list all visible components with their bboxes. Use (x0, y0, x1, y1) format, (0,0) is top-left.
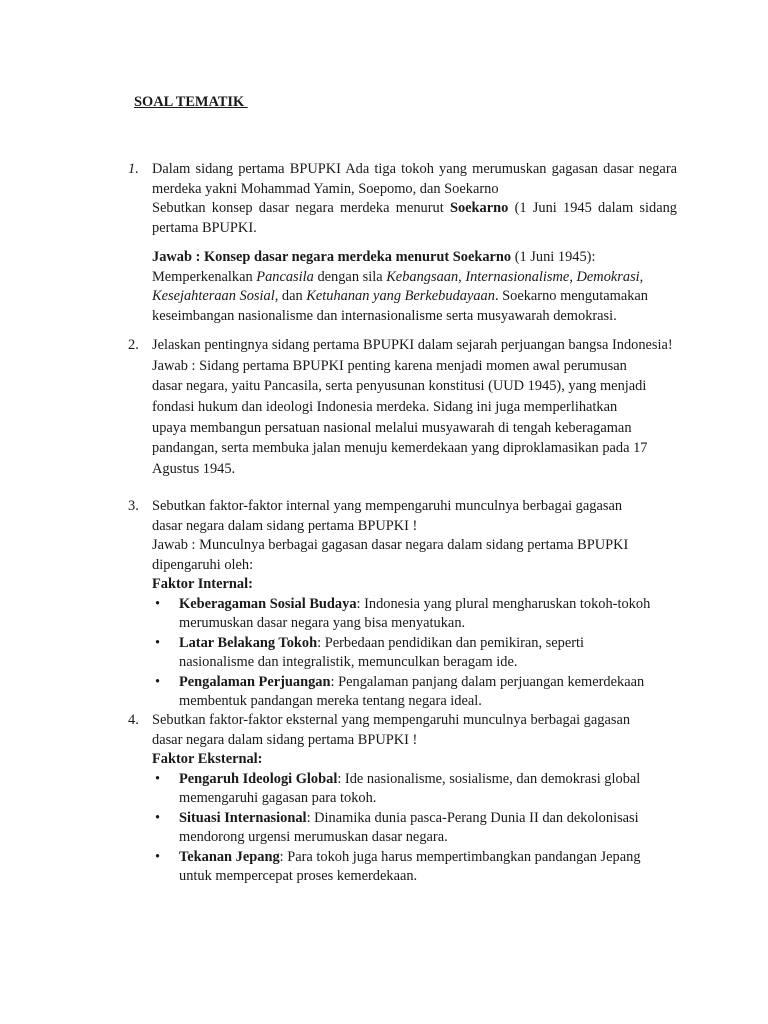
bullet-text: merumuskan dasar negara yang bisa menyatukan. (179, 615, 466, 631)
bullet-term: Latar Belakang Tokoh (179, 634, 318, 651)
question-line: Dalam sidang pertama BPUPKI Ada tiga tokoh yang merumuskan gagasan dasar negara merdeka yakni Mohammad Yamin, Soepomo, dan Soekarno (152, 161, 677, 197)
answer-text: . Soekarno mengutamakan keseimbangan nasionalisme dan internasionalisme serta musyawarah demokrasi. (152, 288, 648, 324)
bullet-term: Keberagaman Sosial Budaya (179, 595, 357, 612)
answer-text: , (639, 268, 644, 285)
bullet-icon: • (155, 634, 161, 651)
list-item (152, 595, 677, 634)
answer-italic: Internasionalisme (465, 268, 570, 285)
answer-line: Agustus 1945. (152, 461, 236, 478)
bullet-icon: • (155, 770, 161, 787)
answer-line: pandangan, serta membuka jalan menuju kemerdekaan yang diproklamasikan pada 17 (152, 440, 648, 457)
list-item (152, 673, 677, 712)
bullet-text: mendorong urgensi merumuskan dasar negara. (179, 829, 448, 845)
answer-line: fondasi hukum dan ideologi Indonesia merdeka. Sidang ini juga memperlihatkan (152, 398, 618, 415)
factor-heading (152, 575, 677, 595)
answer (152, 248, 677, 326)
answer-line: Jawab : Sidang pertama BPUPKI penting karena menjadi momen awal perumusan (152, 357, 627, 374)
bullet-text: nasionalisme dan integralistik, memunculkan beragam ide. (179, 654, 518, 670)
bullet-text: : Dinamika dunia pasca-Perang Dunia II dan dekolonisasi (306, 809, 639, 826)
factor-heading-text: Faktor Internal: (152, 576, 253, 592)
bullet-term: Pengaruh Ideologi Global (179, 770, 338, 787)
bullet-text: : Perbedaan pendidikan dan pemikiran, seperti (317, 634, 585, 651)
question-line: dasar negara dalam sidang pertama BPUPKI ! (152, 731, 418, 748)
answer-label: Jawab : Konsep dasar negara merdeka menurut Soekarno (152, 249, 512, 265)
answer-italic: Demokrasi (576, 268, 640, 285)
bullet-term: Situasi Internasional (179, 809, 307, 826)
answer-intro (152, 536, 677, 575)
question-4 (128, 711, 677, 887)
list-item (152, 848, 677, 887)
question-instruction (152, 199, 677, 238)
answer-text: Memperkenalkan (152, 268, 257, 285)
bullet-text: : Pengalaman panjang dalam perjuangan kemerdekaan (330, 673, 645, 690)
bullet-text: : Indonesia yang plural mengharuskan tokoh-tokoh (356, 595, 651, 612)
bullet-text: : Para tokoh juga harus mempertimbangkan pandangan Jepang (279, 848, 641, 865)
bullet-text: untuk mempercepat proses kemerdekaan. (179, 868, 418, 884)
question-body (152, 497, 677, 712)
question-text (152, 160, 677, 199)
instruction-text-end: (1 Juni 1945 dalam sidang pertama BPUPKI. (152, 200, 677, 236)
bullet-term: Pengalaman Perjuangan (179, 673, 331, 690)
question-number: 3. (128, 498, 139, 514)
question-2 (128, 336, 677, 480)
bullet-icon: • (155, 809, 161, 826)
bullet-icon: • (155, 595, 161, 612)
question-text (152, 711, 677, 750)
answer (152, 356, 677, 480)
bullet-list (152, 770, 677, 887)
bullet-icon: • (155, 673, 161, 690)
question-line: Sebutkan faktor-faktor internal yang mempengaruhi munculnya berbagai gagasan (152, 498, 623, 514)
answer-text: dengan sila (313, 268, 387, 285)
bullet-icon: • (155, 848, 161, 865)
answer-text: , (569, 268, 577, 285)
factor-heading (152, 750, 677, 770)
bullet-list (152, 595, 677, 712)
question-1 (128, 160, 677, 326)
bullet-text: membentuk pandangan mereka tentang negara ideal. (179, 693, 482, 709)
question-number: 1. (128, 161, 139, 177)
answer-italic: Pancasila (256, 268, 314, 285)
list-item (152, 634, 677, 673)
list-item (152, 809, 677, 848)
question-text: Jelaskan pentingnya sidang pertama BPUPKI dalam sejarah perjuangan bangsa Indonesia! (152, 337, 673, 353)
bullet-text: : Ide nasionalisme, sosialisme, dan demokrasi global (337, 770, 641, 787)
answer-text: , dan (274, 288, 307, 304)
question-text (152, 497, 677, 536)
question-line: Sebutkan faktor-faktor eksternal yang mempengaruhi munculnya berbagai gagasan (152, 712, 631, 728)
question-body (152, 336, 677, 480)
bullet-text: memengaruhi gagasan para tokoh. (179, 790, 377, 806)
answer-line: upaya membangun persatuan nasional melalui musyawarah di tengah keberagaman (152, 419, 632, 436)
document-title: SOAL TEMATIK (134, 94, 248, 110)
answer-line: dipengaruhi oleh: (152, 556, 254, 573)
question-body (152, 711, 677, 887)
answer-italic: Kesejahteraan Sosial (152, 288, 275, 304)
bullet-term: Tekanan Jepang (179, 848, 280, 865)
instruction-bold: Soekarno (449, 200, 509, 216)
answer-text: , (458, 268, 466, 285)
list-item (152, 770, 677, 809)
factor-heading-text: Faktor Eksternal: (152, 751, 263, 767)
question-line: dasar negara dalam sidang pertama BPUPKI ! (152, 517, 418, 534)
question-3 (128, 497, 677, 712)
answer-italic: Ketuhanan yang Berkebudayaan (306, 288, 495, 304)
answer-italic: Kebangsaan (386, 268, 459, 285)
question-number: 4. (128, 712, 139, 728)
question-body (152, 160, 677, 326)
instruction-text: Sebutkan konsep dasar negara merdeka menurut (152, 200, 450, 216)
answer-label-end: (1 Juni 1945): (511, 249, 596, 265)
answer-line: Jawab : Munculnya berbagai gagasan dasar negara dalam sidang pertama BPUPKI (152, 537, 629, 553)
answer-line: dasar negara, yaitu Pancasila, serta penyusunan konstitusi (UUD 1945), yang menjadi (152, 378, 647, 395)
question-number: 2. (128, 337, 139, 353)
